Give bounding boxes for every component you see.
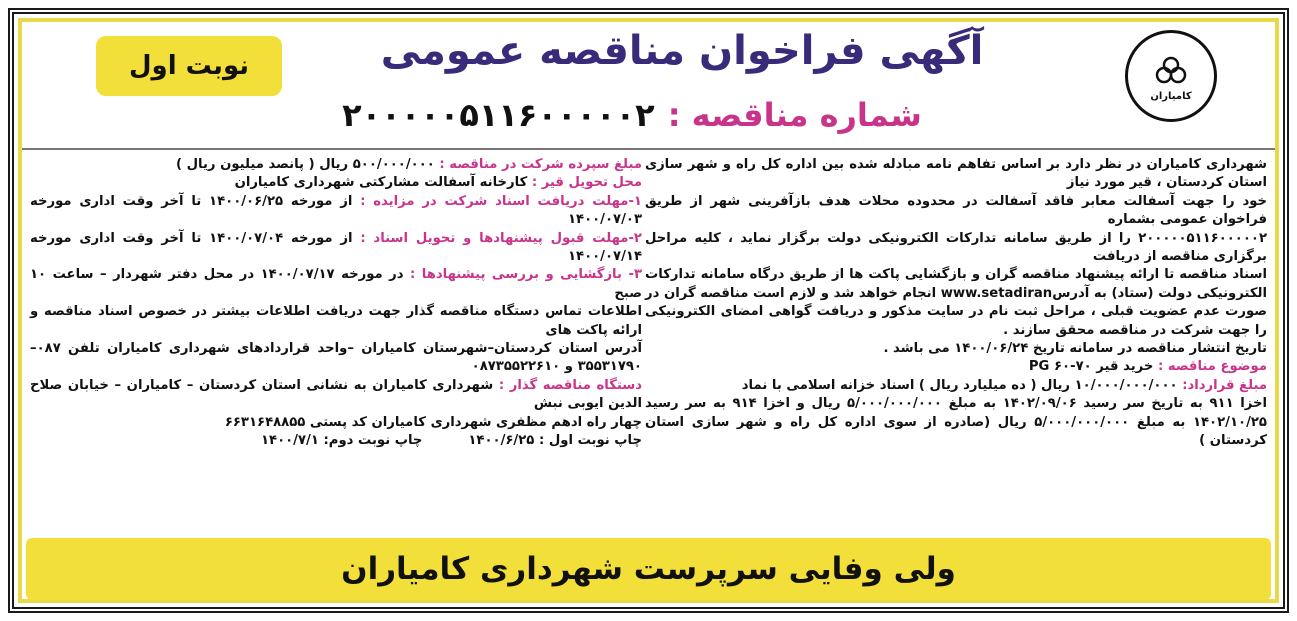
notice-body-left bbox=[30, 156, 642, 451]
notice-header bbox=[22, 22, 1275, 148]
print-second: چاپ نوبت دوم: ۱۴۰۰/۷/۱ bbox=[260, 433, 423, 449]
deadline-documents-row bbox=[30, 193, 642, 230]
opening-value: در مورخه ۱۴۰۰/۰۷/۱۷ در محل دفتر شهردار – ساعت ۱۰ صبح bbox=[30, 267, 642, 301]
organizer-address: چهار راه ادهم مظفری شهرداری کامیاران کد پستی ۶۶۳۱۶۴۸۸۵۵ bbox=[224, 414, 642, 430]
deposit-value: ۵۰۰/۰۰۰/۰۰۰ ریال ( پانصد میلیون ریال ) bbox=[175, 157, 435, 172]
delivery-label: محل تحویل قیر : bbox=[531, 175, 642, 191]
address-paragraph: آدرس استان کردستان–شهرستان کامیاران –واحد قراردادهای شهرداری کامیاران تلفن ۰۸۷–۳۵۵۳۱۷۹۰ و ۰۸۷۳۵۵۲۲۶۱۰ bbox=[30, 341, 642, 375]
publish-date: تاریخ انتشار مناقصه در سامانه تاریخ ۱۴۰۰/۰۶/۲۴ می باشد . bbox=[883, 341, 1267, 357]
purpose-paragraph: خود را جهت آسفالت معابر فاقد آسفالت در محدوده محلات هدف بازآفرینی شهر از طریق فراخوان عمومی بشماره bbox=[645, 193, 1267, 228]
documents-paragraph: اسناد مناقصه تا ارائه پیشنهاد مناقصه گران و بازگشایی پاکت ها از طریق درگاه سامانه تدارکات الکترونیکی دولت (ستاد) به آدرسwww.setadiran انجام خواهد شد و لازم است مناقصه گران در صورت عدم عضویت قبلی ، مراحل ثبت نام در سایت مذکور و دریافت گواهی امضای الکترونیکی را جهت شرکت در مناقصه محقق سازند . bbox=[645, 267, 1267, 338]
deposit-label: مبلغ سپرده شرکت در مناقصه : bbox=[439, 157, 642, 172]
organizer-row bbox=[30, 377, 642, 414]
contact-paragraph: اطلاعات تماس دستگاه مناقصه گذار جهت دریافت اطلاعات بیشتر در خصوص اسناد مناقصه و ارائه پاکت های bbox=[30, 304, 642, 338]
municipality-logo bbox=[1125, 30, 1217, 122]
contract-value: ۱۰/۰۰۰/۰۰۰/۰۰۰ ریال ( ده میلیارد ریال ) اسناد خزانه اسلامی با نماد bbox=[741, 377, 1178, 393]
opening-row bbox=[30, 266, 642, 303]
deposit-row bbox=[30, 156, 642, 174]
notice-title: آگهی فراخوان مناقصه عمومی bbox=[380, 28, 984, 74]
opening-label: ۳- بازگشایی و بررسی پیشنهادها : bbox=[409, 267, 642, 283]
notice-body-right bbox=[645, 156, 1267, 451]
header-divider bbox=[22, 148, 1275, 150]
print-dates-row bbox=[30, 432, 642, 450]
subject-label: موضوع مناقصه : bbox=[1157, 359, 1267, 375]
emblem-icon bbox=[1151, 51, 1191, 91]
deadline-documents-label: ۱-مهلت دریافت اسناد شرکت در مزایده : bbox=[360, 193, 642, 209]
organizer-label: دستگاه مناقصه گذار : bbox=[498, 377, 642, 393]
intro-paragraph: شهرداری کامیاران در نظر دارد بر اساس تفاهم نامه مبادله شده بین اداره کل راه و شهر سازی استان کردستان ، قیر مورد نیاز bbox=[645, 157, 1267, 191]
deadline-offers-row bbox=[30, 230, 642, 267]
contract-label: مبلغ قرارداد: bbox=[1182, 377, 1267, 393]
subject-row bbox=[645, 358, 1267, 376]
deadline-offers-label: ۲-مهلت قبول پیشنهادها و تحویل اسناد : bbox=[360, 230, 642, 246]
deadline-offers-value: از مورخه ۱۴۰۰/۰۷/۰۴ تا آخر وقت اداری مورخه ۱۴۰۰/۰۷/۱۴ bbox=[30, 230, 642, 265]
deadline-documents-value: از مورخه ۱۴۰۰/۰۶/۲۵ تا آخر وقت اداری مورخه ۱۴۰۰/۰۷/۰۳ bbox=[30, 193, 642, 228]
logo-text: کامیاران bbox=[1150, 90, 1192, 102]
organizer-value: شهرداری کامیاران به نشانی استان کردستان – کامیاران – خیابان صلاح الدین ایوبی نبش bbox=[30, 377, 642, 412]
signature-banner: ولی وفایی سرپرست شهرداری کامیاران bbox=[26, 538, 1271, 600]
delivery-row bbox=[30, 174, 642, 192]
tender-number-row bbox=[312, 96, 952, 134]
delivery-value: کارخانه آسفالت مشارکتی شهرداری کامیاران bbox=[234, 175, 528, 191]
tender-number: ۲۰۰۰۰۰۵۱۱۶۰۰۰۰۰۲ bbox=[342, 96, 655, 134]
treasury-paragraph: اخزا ۹۱۱ به تاریخ سر رسید ۱۴۰۲/۰۹/۰۶ به مبلغ ۵/۰۰۰/۰۰۰/۰۰۰ ریال و اخزا ۹۱۴ به سر رسید ۱۴۰۲/۱۰/۲۵ به مبلغ ۵/۰۰۰/۰۰۰/۰۰۰ ریال (صادره از سوی اداره کل راه و شهر سازی استان کردستان ) bbox=[645, 396, 1267, 449]
tender-number-label: شماره مناقصه : bbox=[667, 96, 922, 134]
subject-value: خرید قیر ۷۰-۶۰ PG bbox=[1028, 359, 1154, 375]
tender-system-paragraph: ۲۰۰۰۰۰۵۱۱۶۰۰۰۰۰۲ را از طریق سامانه تدارکات الکترونیکی دولت برگزار نماید ، کلیه مراحل برگزاری مناقصه از دریافت bbox=[645, 230, 1267, 265]
contract-row bbox=[645, 377, 1267, 395]
print-first: چاپ نوبت اول : ۱۴۰۰/۶/۲۵ bbox=[468, 433, 642, 449]
round-badge: نوبت اول bbox=[96, 36, 282, 96]
